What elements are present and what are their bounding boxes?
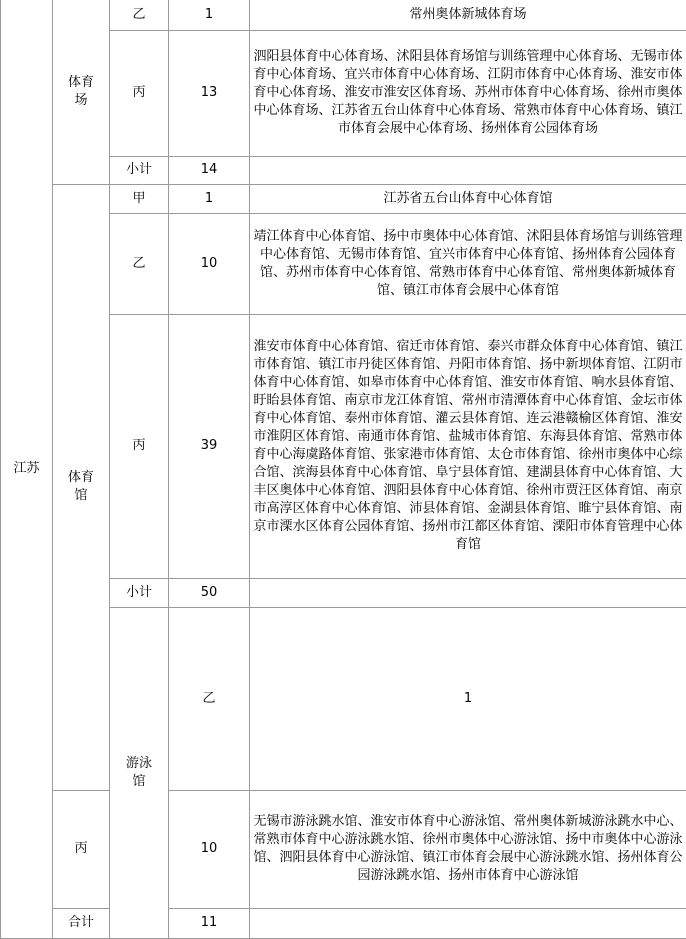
category-label: 体育馆: [67, 469, 95, 505]
total-label: 合计: [53, 908, 110, 938]
venue-list: 靖江体育中心体育馆、扬中市奥体中心体育馆、沭阳县体育场馆与训练管理中心体育馆、无锡市体育馆、宜兴市体育中心体育馆、扬州体育公园体育馆、苏州市体育中心体育馆、常熟市体育中心体育馆、常州奥体新城体育馆、镇江市体育会展中心体育馆: [250, 213, 686, 314]
subtotal-label: 小计: [110, 156, 169, 184]
venue-list: 无锡市游泳跳水馆、淮安市体育中心游泳馆、常州奥体新城游泳跳水中心、常熟市体育中心游泳跳水馆、徐州市奥体中心游泳馆、扬中市奥体中心游泳馆、泗阳县体育中心游泳馆、镇江市体育会展中心游泳跳水馆、扬州体育公园游泳跳水馆、扬州市体育中心游泳馆: [250, 790, 686, 908]
venue-list: 常州奥体新城体育场: [250, 0, 686, 30]
grade-cell: 乙: [110, 0, 169, 30]
count-cell: 10: [169, 790, 250, 908]
empty-cell: [250, 578, 686, 607]
venue-list: 淮安市体育中心体育馆、宿迁市体育馆、泰兴市群众体育中心体育馆、镇江市体育馆、镇江市丹徒区体育馆、丹阳市体育馆、扬中新坝体育馆、江阴市体育中心体育馆、如皋市体育中心体育馆、淮安市体育馆、响水县体育馆、盱眙县体育馆、南京市龙江体育馆、常州市清潭体育中心体育馆、金坛市体育中心体育馆、泰州市体育馆、灌云县体育馆、连云港赣榆区体育馆、淮安市淮阴区体育馆、南通市体育馆、盐城市体育馆、东海县体育馆、常熟市体育中心海虞路体育馆、张家港市体育馆、太仓市体育馆、徐州市奥体中心综合馆、滨海县体育中心体育馆、阜宁县体育馆、建湖县体育中心体育馆、大丰区奥体中心体育馆、泗阳县体育中心体育馆、徐州市贾汪区体育馆、南京市高淳区体育中心体育馆、沛县体育馆、金湖县体育馆、睢宁县体育馆、南京市溧水区体育公园体育馆、扬州市江都区体育馆、溧阳市体育管理中心体育馆: [250, 314, 686, 578]
grade-cell: 甲: [110, 184, 169, 213]
venue-list: 江苏省五台山体育中心体育馆: [250, 184, 686, 213]
count-cell: 39: [169, 314, 250, 578]
grade-cell: 丙: [110, 314, 169, 578]
venue-list: 泗阳县体育中心体育场、沭阳县体育场馆与训练管理中心体育场、无锡市体育中心体育场、宜兴市体育中心体育场、江阴市体育中心体育场、淮安市体育中心体育场、淮安市淮安区体育场、苏州市体育中心体育场、徐州市奥体中心体育场、江苏省五台山体育中心体育场、常熟市体育中心体育场、镇江市体育会展中心体育场、扬州体育公园体育场: [250, 30, 686, 156]
category-natatorium: [110, 607, 169, 938]
province-label: 江苏: [13, 461, 39, 476]
grade-cell: 乙: [169, 607, 250, 790]
category-stadium: [53, 0, 110, 184]
count-cell: 1: [169, 184, 250, 213]
category-gymnasium: [53, 184, 110, 790]
subtotal-value: 14: [169, 156, 250, 184]
category-label: 体育场: [67, 74, 95, 110]
count-cell: 1: [169, 0, 250, 30]
grade-cell: 乙: [110, 213, 169, 314]
province-cell: [1, 0, 53, 938]
grade-cell: 丙: [110, 30, 169, 156]
count-cell: 1: [250, 607, 686, 790]
empty-cell: [250, 908, 686, 938]
count-cell: 10: [169, 213, 250, 314]
category-label: 游泳馆: [125, 755, 153, 791]
empty-cell: [250, 156, 686, 184]
total-value: 11: [169, 908, 250, 938]
subtotal-value: 50: [169, 578, 250, 607]
count-cell: 13: [169, 30, 250, 156]
subtotal-label: 小计: [110, 578, 169, 607]
grade-cell: 丙: [53, 790, 110, 908]
